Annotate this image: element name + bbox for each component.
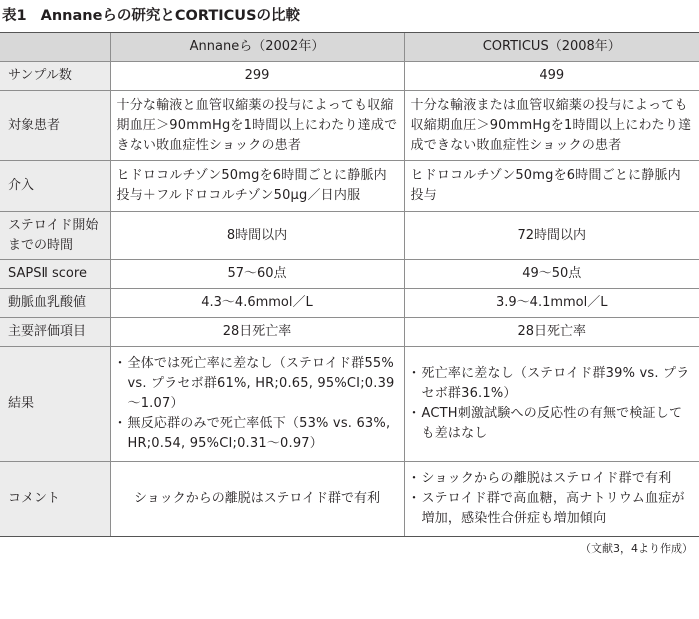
row-label: 動脈血乳酸値 bbox=[0, 289, 110, 318]
cell-annane: 十分な輸液と血管収縮薬の投与によっても収縮期血圧＞90mmHgを1時間以上にわたり達成できない敗血症性ショックの患者 bbox=[110, 91, 404, 161]
table-number: 表1 bbox=[2, 8, 27, 24]
row-primary-endpoint bbox=[0, 318, 699, 347]
cell-corticus: ヒドロコルチゾン50mgを6時間ごとに静脈内投与 bbox=[404, 161, 699, 212]
header-row bbox=[0, 33, 699, 62]
row-label: コメント bbox=[0, 462, 110, 537]
row-label: ステロイド開始までの時間 bbox=[0, 212, 110, 260]
bullet-item: ・ ACTH刺激試験への反応性の有無で検証しても差はなし bbox=[411, 404, 694, 444]
cell-annane: 4.3～4.6mmol／L bbox=[110, 289, 404, 318]
cell-corticus bbox=[404, 462, 699, 537]
row-lactate bbox=[0, 289, 699, 318]
row-label: 対象患者 bbox=[0, 91, 110, 161]
row-time-to-steroid bbox=[0, 212, 699, 260]
cell-corticus: 72時間以内 bbox=[404, 212, 699, 260]
cell-annane bbox=[110, 347, 404, 462]
bullet-item: ・ 無反応群のみで死亡率低下（53% vs. 63%, HR;0.54, 95%CI;0.31～0.97） bbox=[117, 414, 398, 454]
row-intervention bbox=[0, 161, 699, 212]
row-label: SAPSⅡ score bbox=[0, 260, 110, 289]
comparison-table bbox=[0, 32, 699, 537]
row-results bbox=[0, 347, 699, 462]
cell-annane: ショックからの離脱はステロイド群で有利 bbox=[110, 462, 404, 537]
bullet-item: ・ 全体では死亡率に差なし（ステロイド群55% vs. プラセボ群61%, HR;0.65, 95%CI;0.39～1.07） bbox=[117, 354, 398, 414]
table-title bbox=[2, 6, 300, 26]
row-label: サンプル数 bbox=[0, 62, 110, 91]
cell-corticus bbox=[404, 347, 699, 462]
bullet-item: ・ ショックからの離脱はステロイド群で有利 bbox=[411, 469, 694, 489]
cell-corticus: 49～50点 bbox=[404, 260, 699, 289]
row-comments bbox=[0, 462, 699, 537]
cell-corticus: 28日死亡率 bbox=[404, 318, 699, 347]
cell-annane: 8時間以内 bbox=[110, 212, 404, 260]
row-patients bbox=[0, 91, 699, 161]
header-corner bbox=[0, 33, 110, 62]
header-corticus: CORTICUS（2008年） bbox=[404, 33, 699, 62]
cell-corticus: 十分な輸液または血管収縮薬の投与によっても収縮期血圧＞90mmHgを1時間以上にわたり達成できない敗血症性ショックの患者 bbox=[404, 91, 699, 161]
row-sample-size bbox=[0, 62, 699, 91]
header-annane: Annaneら（2002年） bbox=[110, 33, 404, 62]
source-note: （文献3，4より作成） bbox=[580, 542, 693, 555]
bullet-item: ・ 死亡率に差なし（ステロイド群39% vs. プラセボ群36.1%） bbox=[411, 364, 694, 404]
row-label: 介入 bbox=[0, 161, 110, 212]
row-saps bbox=[0, 260, 699, 289]
cell-corticus: 499 bbox=[404, 62, 699, 91]
cell-annane: ヒドロコルチゾン50mgを6時間ごとに静脈内投与＋フルドロコルチゾン50μg／日内服 bbox=[110, 161, 404, 212]
table-caption: Annaneらの研究とCORTICUSの比較 bbox=[40, 8, 301, 24]
cell-annane: 28日死亡率 bbox=[110, 318, 404, 347]
bullet-item: ・ ステロイド群で高血糖，高ナトリウム血症が増加，感染性合併症も増加傾向 bbox=[411, 489, 694, 529]
row-label: 主要評価項目 bbox=[0, 318, 110, 347]
cell-corticus: 3.9～4.1mmol／L bbox=[404, 289, 699, 318]
cell-annane: 57～60点 bbox=[110, 260, 404, 289]
row-label: 結果 bbox=[0, 347, 110, 462]
cell-annane: 299 bbox=[110, 62, 404, 91]
